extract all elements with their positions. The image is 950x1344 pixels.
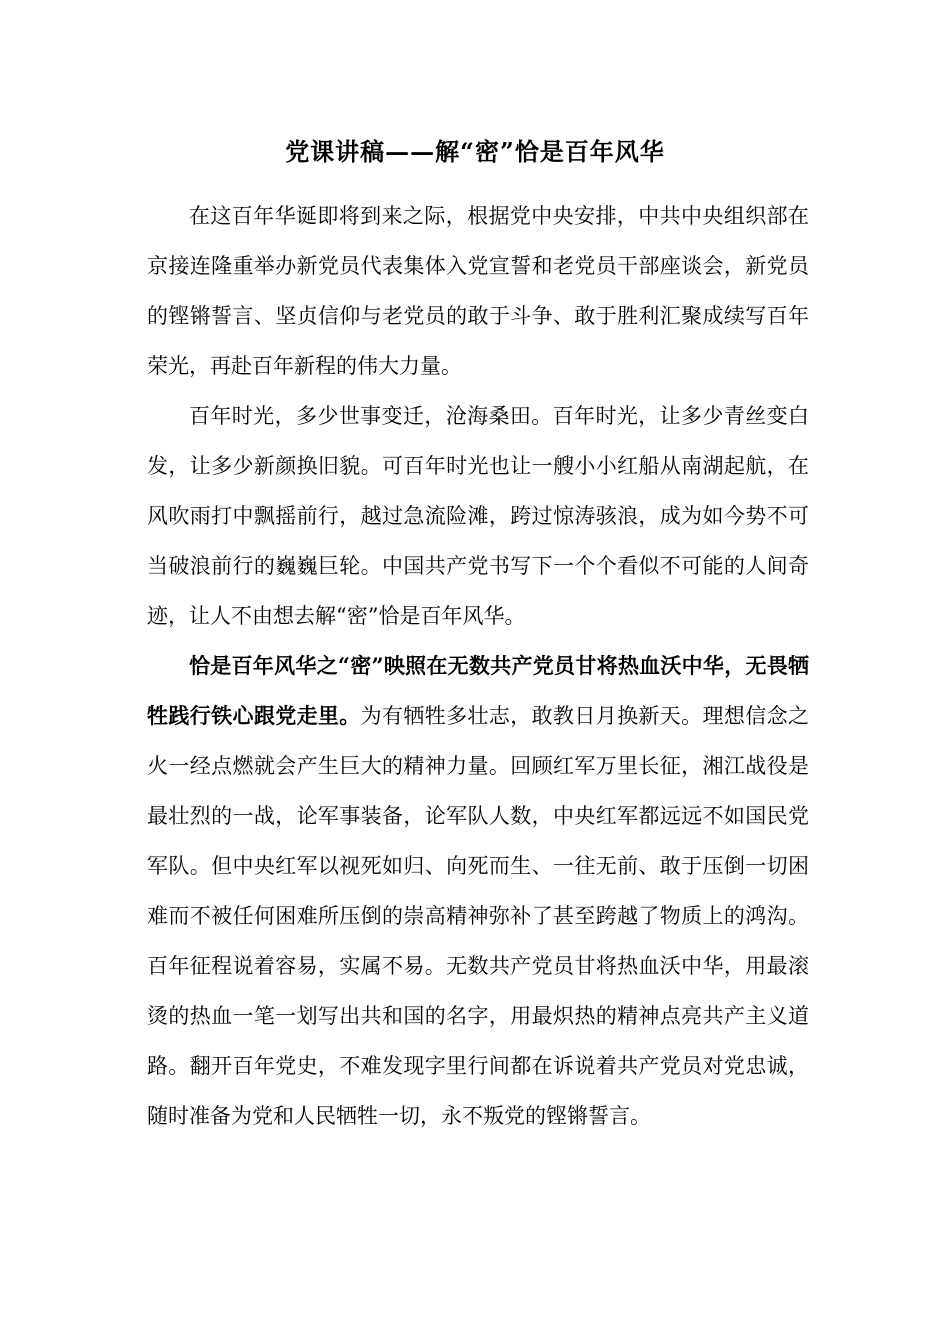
- paragraph-2: 百年时光，多少世事变迁，沧海桑田。百年时光，让多少青丝变白发，让多少新颜换旧貌。可百年时光也让一艘小小红船从南湖起航，在风吹雨打中飘摇前行，越过急流险滩，跨过惊涛骇浪，成为如今势不可当破浪前行的巍巍巨轮。中国共产党书写下一个个看似不可能的人间奇迹，让人不由想去解“密”恰是百年风华。: [147, 404, 809, 628]
- document-title: 党课讲稿——解“密”恰是百年风华: [285, 137, 665, 166]
- paragraph-3: [147, 641, 809, 1141]
- paragraph-3-text: 为有牺牲多壮志，敢教日月换新天。理想信念之火一经点燃就会产生巨大的精神力量。回顾红军万里长征，湘江战役是最壮烈的一战，论军事装备，论军队人数，中央红军都远远不如国民党军队。但中央红军以视死如归、向死而生、一往无前、敢于压倒一切困难而不被任何困难所压倒的崇高精神弥补了甚至跨越了物质上的鸿沟。百年征程说着容易，实属不易。无数共产党员甘将热血沃中华，用最滚烫的热血一笔一划写出共和国的名字，用最炽热的精神点亮共产主义道路。翻开百年党史，不难发现字里行间都在诉说着共产党员对党忠诚，随时准备为党和人民牺牲一切，永不叛党的铿锵誓言。: [147, 704, 810, 1128]
- paragraph-1: 在这百年华诞即将到来之际，根据党中央安排，中共中央组织部在京接连隆重举办新党员代表集体入党宣誓和老党员干部座谈会，新党员的铿锵誓言、坚贞信仰与老党员的敢于斗争、敢于胜利汇聚成续写百年荣光，再赴百年新程的伟大力量。: [147, 204, 809, 378]
- paragraph-3-bold-lead: 恰是百年风华之“密”映照在无数共产党员甘将热血沃中华，无畏牺牲践行铁心跟党走里。: [147, 653, 809, 728]
- document-body: [147, 191, 809, 1141]
